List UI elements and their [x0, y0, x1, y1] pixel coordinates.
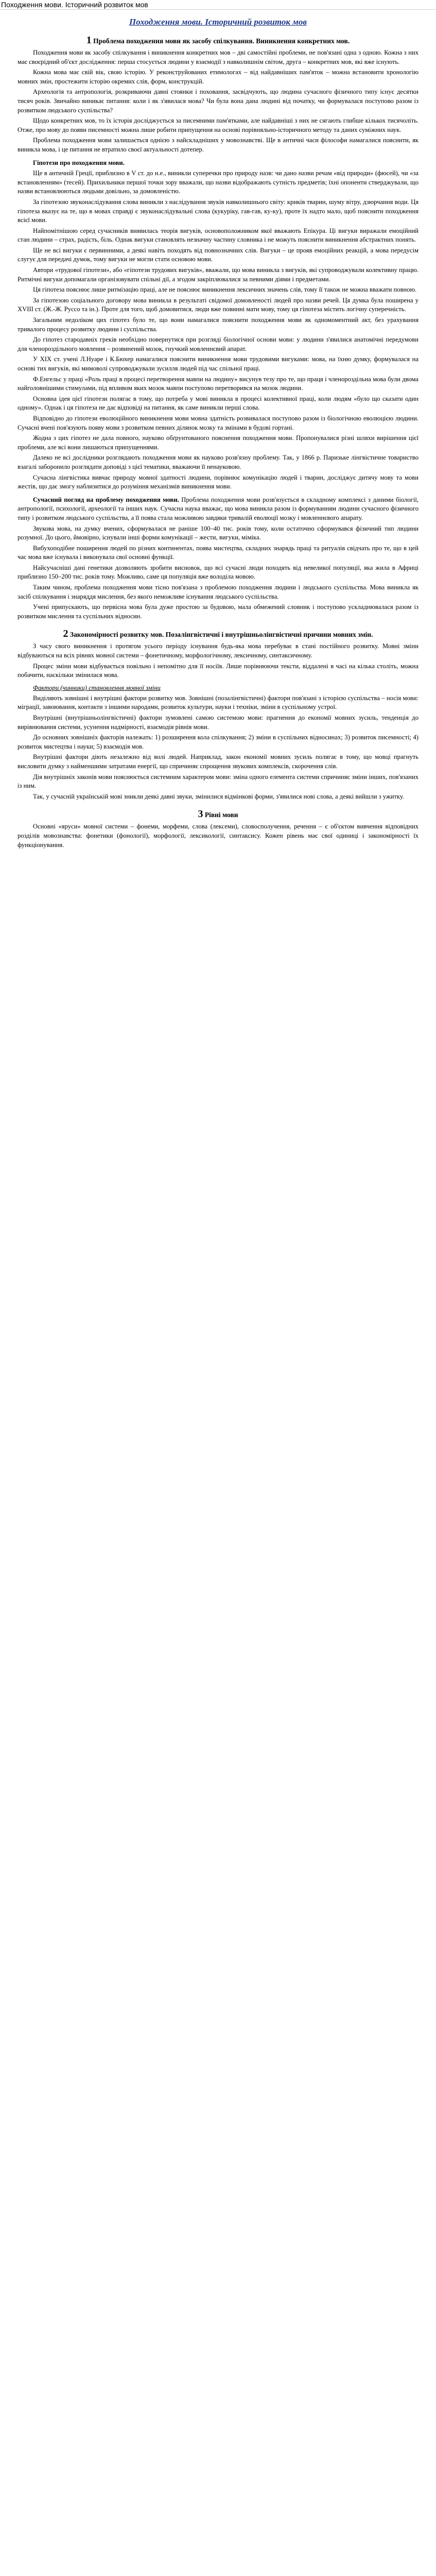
modern-body: [18, 524, 418, 621]
section-1-title: Проблема походження мови як засобу спілкування. Виникнення конкретних мов.: [93, 37, 350, 45]
paragraph: Щодо конкретних мов, то їх історія досліджується за писемними пам'ятками, але найдавніші з них не сягають глибше кількох тисячоліть. Отже, про мову до появи писемності можна лише робити припущення на основі порівняльно-історичного методу та даних суміжних наук.: [18, 117, 418, 133]
paragraph: Процес зміни мови відбувається повільно і непомітно для її носіїв. Лише порівнюючи тексти, віддалені в часі на кілька століть, можна побачити, наскільки змінилася мова.: [18, 662, 418, 679]
paragraph: За гіпотезою соціального договору мова виникла в результаті свідомої домовленості людей про назви речей. Ця думка була поширена у XVIII ст. (Ж.-Ж. Руссо та ін.). Проте для того, щоб домовитися, люди вже повинні мати мову, тому ця гіпотеза містить логічну суперечність.: [18, 296, 418, 313]
paragraph: Загальним недоліком цих гіпотез було те, що вони намагалися пояснити походження мови як одномоментний акт, без урахування тривалого процесу розвитку людини і суспільства.: [18, 316, 418, 333]
document-page: [0, 10, 436, 850]
paragraph: Ф.Енгельс у праці «Роль праці в процесі перетворення мавпи на людину» висунув тезу про те, що праця і членороздільна мова були двома найголовнішими стимулами, під впливом яких мозок мавпи поступово перетворився на мозок людини.: [18, 375, 418, 392]
paragraph: Відповідно до гіпотези еволюційного виникнення мови мовна здатність розвивалася поступово разом із біологічною еволюцією людини. Сучасні вчені пов'язують появу мови з розвитком певних ділянок мозку та змінами в будові гортані.: [18, 414, 418, 431]
section-3-body: [18, 822, 418, 850]
paragraph: Звукова мова, на думку вчених, сформувалася не раніше 100–40 тис. років тому, коли остаточно сформувався фізичний тип людини розумної. До цього, ймовірно, існували інші форми комунікації – жести, вигуки, міміка.: [18, 524, 418, 541]
paragraph: Внутрішні (внутрішньолінгвістичні) фактори зумовлені самою системою мови: прагнення до економії мовних зусиль, тенденція до вирівнювання системи, усунення надмірності, взаємодія рівнів мови.: [18, 714, 418, 731]
paragraph: Учені припускають, що первісна мова була дуже простою за будовою, мала обмежений словник і поступово ускладнювалася разом із розвитком мислення та суспільних відносин.: [18, 603, 418, 620]
section-3-number: 3: [198, 808, 203, 820]
section-2-title: Закономірності розвитку мов. Позалінгвістичні і внутрішньолінгвістичні причини мовних змін.: [69, 631, 373, 639]
section-1-number: 1: [86, 35, 92, 46]
section-1-heading: [18, 35, 418, 46]
paragraph: Далеко не всі дослідники розглядають походження мови як науково розв'язну проблему. Так, у 1866 р. Паризьке лінгвістичне товариство взагалі заборонило розглядати доповіді з цієї тематики, вважаючи її ненауковою.: [18, 454, 418, 470]
paragraph: Основні «яруси» мовної системи – фонеми, морфеми, слова (лексеми), словосполучення, речення – є об'єктом вивчення відповідних розділів мовознавства: фонетики (фонології), морфології, лексикології, синтаксису. Кожен рівень має свої одиниці і закономірності їх функціонування.: [18, 823, 418, 849]
paragraph: Виділяють зовнішні і внутрішні фактори розвитку мов. Зовнішні (позалінгвістичні) фактори пов'язані з історією суспільства – носія мови: міграції, завоювання, контакти з іншими народами, розвиток культури, науки і техніки, зміни в суспільному устрої.: [18, 694, 418, 711]
paragraph: У XIX ст. учені Л.Нуаре і К.Бюхер намагалися пояснити виникнення мови трудовими вигуками: мова, на їхню думку, формувалася на основі тих вигуків, які мимоволі супроводжували зусилля людей під час спільної праці.: [18, 355, 418, 372]
paragraph: Таким чином, проблема походження мови тісно пов'язана з проблемою походження людини і людського суспільства. Мова виникла як засіб спілкування і знаряддя мислення, без якого неможливе існування людського суспільства.: [18, 584, 418, 600]
section-3-heading: [18, 808, 418, 820]
paragraph: Археологія та антропологія, розкриваючи давні стоянки і поховання, засвідчують, що людина сучасного фізичного типу існує десятки тисяч років. Звичайно виникає питання: коли і як з'явилася мова? Чи була вона дана людині від початку, чи формувалася поступово разом із розвитком людського суспільства?: [18, 88, 418, 114]
section-1-body: [18, 48, 418, 155]
paragraph: До гіпотез стародавніх греків необхідно повернутися при розгляді біологічної основи мови: у людини з'явилися анатомічні передумови для членороздільного мовлення – розвинений мозок, гнучкий мовленнєвий апарат.: [18, 336, 418, 352]
paragraph: Кожна мова має свій вік, свою історію. У реконструйованих етимологах – від найдавніших пам'яток – можна встановити хронологію мовних змін, простежити історію окремих слів, форм, конструкцій.: [18, 69, 418, 85]
paragraph: Жодна з цих гіпотез не дала повного, науково обґрунтованого пояснення походження мови. Пропонувалися різні шляхи вирішення цієї проблеми, але всі вони лишаються припущеннями.: [18, 434, 418, 451]
paragraph: Ще в античній Греції, приблизно в V ст. до н.е., виникли суперечки про природу назв: чи дано назви речам «від природи» (фюсей), чи «за встановленням» (тесей). Прихильники першої точки зору вважали, що назви відображають сутність предметів; їхні опоненти стверджували, що назви встановлюються людьми довільно, за домовленістю.: [18, 170, 418, 195]
modern-view-paragraph: Сучасний погляд на проблему походження мови. Проблема походження мови розв'язується в складному комплексі з даними біології, антропології, психології, археології та інших наук. Сучасна наука вважає, що мова виникла разом із формуванням людини сучасного фізичного типу і розвитком людського суспільства, а її поява стала можливою завдяки тривалій еволюції мозку і мовленнєвого апарату.: [18, 496, 418, 521]
section-2-body: [18, 642, 418, 680]
paragraph: Ця гіпотеза пояснює лише ритмізацію праці, але не пояснює виникнення лексичних значень слів, тому її також не можна вважати повною.: [33, 286, 417, 294]
paragraph: Ще не всі вигуки є первинними, а деякі навіть походять від повнозначних слів. Вигуки – це прояв емоційних реакцій, а мова передусім слугує для передачі думок, тому вигуки не могли стати основою мови.: [18, 246, 418, 263]
paragraph: Найсучасніші дані генетики дозволяють зробити висновок, що всі сучасні люди походять від невеликої популяції, яка жила в Африці приблизно 150–200 тис. років тому. Можливо, саме ця популяція вже володіла мовою.: [18, 564, 418, 581]
section-2-number: 2: [63, 628, 68, 640]
factors-body: [18, 694, 418, 802]
main-title: Походження мови. Історичний розвиток мов: [129, 17, 307, 27]
paragraph: Внутрішні фактори діють незалежно від волі людей. Наприклад, закон економії мовних зусиль полягає в тому, що мовці прагнуть висловити думку з найменшими затратами енергії, що спричиняє спрощення звукових комплексів, скорочення слів.: [18, 753, 418, 770]
document-tab-title: Походження мови. Історичний розвиток мов: [0, 0, 436, 10]
paragraph: Сучасна лінгвістика вивчає природу мовної здатності людини, порівнює комунікацію людей і тварин, досліджує дитячу мову та мови жестів, що дає змогу наблизитися до розуміння механізмів виникнення мови.: [18, 473, 418, 490]
hypotheses-body: [18, 169, 418, 492]
paragraph: Автори «трудової гіпотези», або «гіпотези трудових вигуків», вважали, що мова виникла з вигуків, які супроводжували колективну працю. Ритмічні вигуки допомагали організовувати спільні дії, а згодом закріплювалися за певними діями і предметами.: [18, 266, 418, 283]
paragraph: Найпомітнішою серед сучасників виявилась теорія вигуків, основоположником якої вважають Епікура. Ці вигуки виражали емоційний стан людини – страх, радість, біль. Однак вигуки становлять незначну частину словника і не можуть пояснити виникнення абстрактних понять.: [18, 227, 418, 244]
paragraph: За гіпотезою звуконаслідування слова виникли з наслідування звуків навколишнього світу: криків тварин, шуму вітру, дзюрчання води. Ця гіпотеза вказує на те, що в мовах справді є звуконаслідувальні слова (кукуріку, гав-гав, ку-ку), проте їх надто мало, щоб пояснити походження всієї мови.: [18, 198, 418, 224]
paragraph: Вибухоподібне поширення людей по різних континентах, поява мистецтва, складних знарядь праці та ритуалів свідчать про те, що в цей час мова вже існувала і виконувала свої основні функції.: [18, 544, 418, 561]
paragraph: Походження мови як засобу спілкування і виникнення конкретних мов – дві самостійні проблеми, не пов'язані одна з одною. Кожна з них має своєрідний об'єкт дослідження: перша стосується людини у взаємодії з навколишнім світом, друга – конкретних мов, які вже існують.: [18, 49, 418, 65]
section-2-heading: [18, 628, 418, 640]
paragraph: Проблема походження мови залишається однією з найскладніших у мовознавстві. Ще в античні часи філософи намагалися пояснити, як виникла мова, і це питання не втратило своєї актуальності дотепер.: [18, 137, 418, 153]
factors-heading: Фактори (чинники) становлення мовної зміни: [33, 684, 161, 691]
paragraph: Основна ідея цієї гіпотези полягає в тому, що потреба у мові виникла в процесі колективної праці, коли людям «було що сказати один одному». Однак і ця гіпотеза не дає відповіді на питання, як саме виникли перші слова.: [18, 395, 418, 412]
paragraph: До основних зовнішніх факторів належать: 1) розширення кола спілкування; 2) зміни в суспільних відносинах; 3) розвиток писемності; 4) розвиток мистецтва і науки; 5) взаємодія мов.: [18, 734, 418, 750]
paragraph: Так, у сучасній українській мові зникли деякі давні звуки, змінилися відмінкові форми, з'явилися нові слова, а деякі вийшли з ужитку.: [33, 792, 404, 800]
hypotheses-intro: Гіпотези про походження мови.: [33, 159, 125, 166]
paragraph: Дія внутрішніх законів мови пояснюється системним характером мови: зміна одного елемента системи спричиняє зміни інших, пов'язаних із ним.: [18, 773, 418, 790]
section-3-title: Рівні мови: [204, 811, 238, 819]
paragraph: З часу свого виникнення і протягом усього періоду існування будь-яка мова перебуває в стані постійного розвитку. Мовні зміни відбуваються на всіх рівнях мовної системи – фонетичному, морфологічному, лексичному, синтаксичному.: [18, 642, 418, 659]
